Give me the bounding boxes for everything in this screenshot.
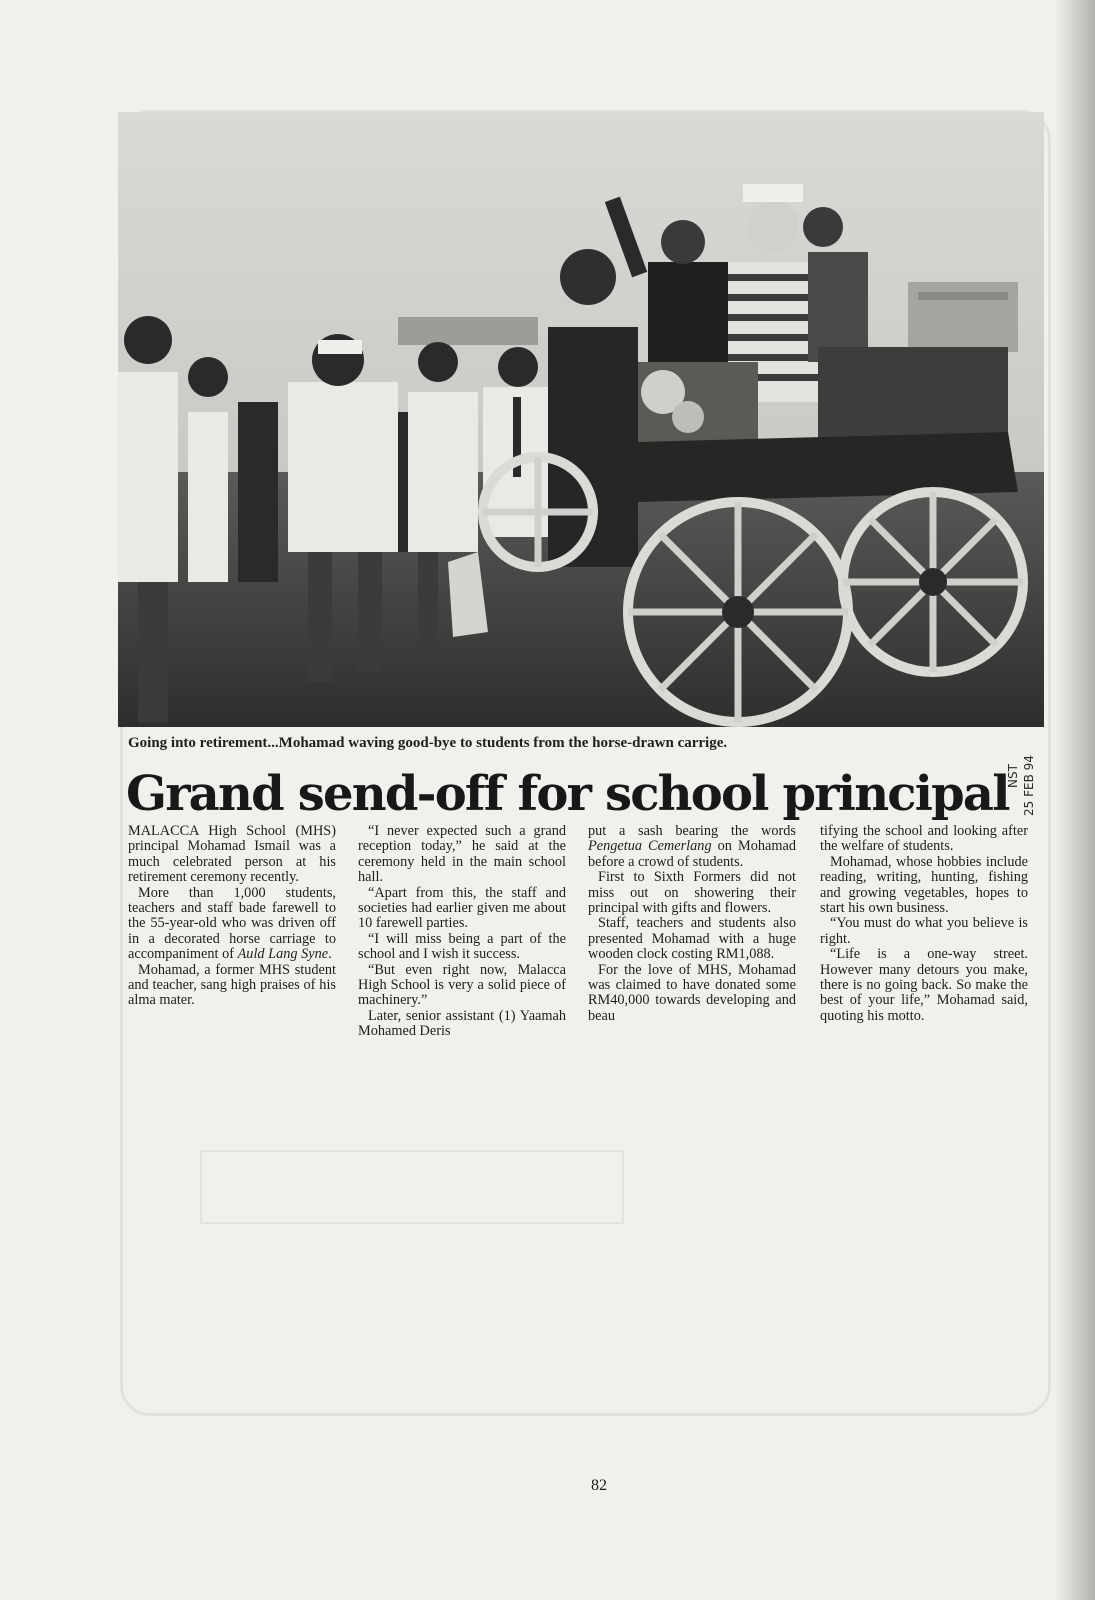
background-bleedthrough-text	[200, 1150, 624, 1224]
article-headline: Grand send-off for school principal	[126, 766, 1009, 822]
paragraph: “I never expected such a grand reception today,” he said at the ceremony held in the main school hall.	[358, 823, 566, 886]
paragraph: “Life is a one-way street. However many detours you make, there is no going back. So make the best of your life,” Mohamad said, quoting his motto.	[820, 946, 1028, 1024]
photo-caption: Going into retirement...Mohamad waving good-bye to students from the horse-drawn carrige.	[128, 735, 728, 751]
paragraph: tifying the school and looking after the welfare of students.	[820, 823, 1028, 855]
paragraph: “You must do what you believe is right.	[820, 915, 1028, 947]
annotation-source: NST	[1006, 764, 1020, 788]
paragraph: “But even right now, Malacca High School is very a solid piece of machinery.”	[358, 961, 566, 1009]
paragraph: More than 1,000 students, teachers and staff bade farewell to the 55-year-old who was driven off in a decorated horse carriage to accompaniment of Auld Lang Syne.	[128, 884, 336, 963]
page-number: 82	[591, 1477, 607, 1494]
paragraph: “I will miss being a part of the school and I wish it success.	[358, 930, 566, 963]
paragraph: Staff, teachers and students also presented Mohamad with a huge wooden clock costing RM1,088.	[588, 915, 796, 963]
article-column-2	[358, 824, 566, 1040]
article-column-1	[128, 824, 336, 1009]
article-body	[128, 824, 1038, 1074]
paragraph: “Apart from this, the staff and societies had earlier given me about 10 farewell parties.	[358, 884, 566, 932]
annotation-date: 25 FEB 94	[1022, 755, 1036, 816]
newspaper-photo-horse-carriage-icon	[118, 112, 1044, 727]
page-edge-shadow	[1055, 0, 1095, 1600]
paragraph: For the love of MHS, Mohamad was claimed to have donated some RM40,000 towards developing and beau	[588, 961, 796, 1024]
handwritten-annotation	[1006, 748, 1040, 830]
paragraph: put a sash bearing the words Pengetua Cemerlang on Mohamad before a crowd of students.	[588, 823, 796, 870]
paragraph: Mohamad, a former MHS student and teacher, sang high praises of his alma mater.	[128, 961, 336, 1009]
article-column-4	[820, 824, 1028, 1024]
news-photo	[118, 112, 1044, 727]
paragraph: Later, senior assistant (1) Yaamah Mohamed Deris	[358, 1007, 566, 1040]
paragraph: Mohamad, whose hobbies include reading, writing, hunting, fishing and growing vegetables, hopes to start his own business.	[820, 853, 1028, 917]
paragraph: First to Sixth Formers did not miss out on showering their principal with gifts and flowers.	[588, 869, 796, 917]
article-column-3	[588, 824, 796, 1024]
paragraph: MALACCA High School (MHS) principal Mohamad Ismail was a much celebrated person at his retirement ceremony recently.	[128, 823, 336, 886]
